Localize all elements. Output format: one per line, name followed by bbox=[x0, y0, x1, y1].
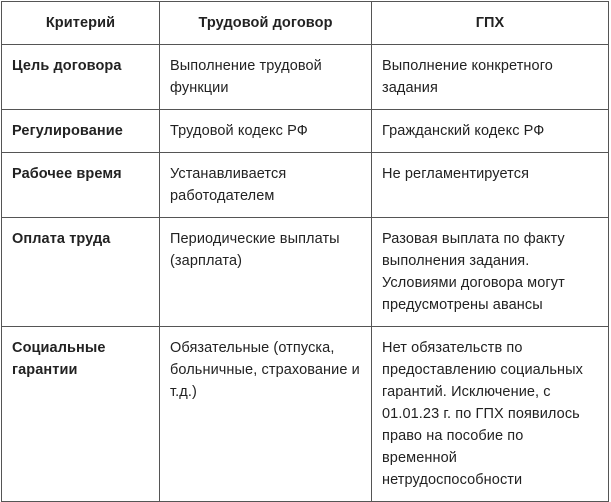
criterion-cell: Регулирование bbox=[2, 110, 160, 153]
labor-cell: Устанавливается работодателем bbox=[160, 153, 372, 218]
civil-cell: Нет обязательств по предоставлению социальных гарантий. Исключение, с 01.01.23 г. по ГПХ появилось право на пособие по временной нетрудоспособности bbox=[372, 327, 609, 502]
civil-cell: Выполнение конкретного задания bbox=[372, 45, 609, 110]
labor-cell: Трудовой кодекс РФ bbox=[160, 110, 372, 153]
civil-cell: Не регламентируется bbox=[372, 153, 609, 218]
comparison-table bbox=[1, 1, 609, 502]
labor-cell: Обязательные (отпуска, больничные, страхование и т.д.) bbox=[160, 327, 372, 502]
header-civil-contract: ГПХ bbox=[372, 2, 609, 45]
table-row bbox=[2, 45, 609, 110]
criterion-cell: Рабочее время bbox=[2, 153, 160, 218]
labor-cell: Периодические выплаты (зарплата) bbox=[160, 218, 372, 327]
table-row bbox=[2, 153, 609, 218]
civil-cell: Гражданский кодекс РФ bbox=[372, 110, 609, 153]
header-labor-contract: Трудовой договор bbox=[160, 2, 372, 45]
table-header-row bbox=[2, 2, 609, 45]
labor-cell: Выполнение трудовой функции bbox=[160, 45, 372, 110]
table-row bbox=[2, 218, 609, 327]
criterion-cell: Социальные гарантии bbox=[2, 327, 160, 502]
civil-cell: Разовая выплата по факту выполнения задания. Условиями договора могут предусмотрены авансы bbox=[372, 218, 609, 327]
header-criterion: Критерий bbox=[2, 2, 160, 45]
table-row bbox=[2, 327, 609, 502]
criterion-cell: Оплата труда bbox=[2, 218, 160, 327]
criterion-cell: Цель договора bbox=[2, 45, 160, 110]
table-row bbox=[2, 110, 609, 153]
